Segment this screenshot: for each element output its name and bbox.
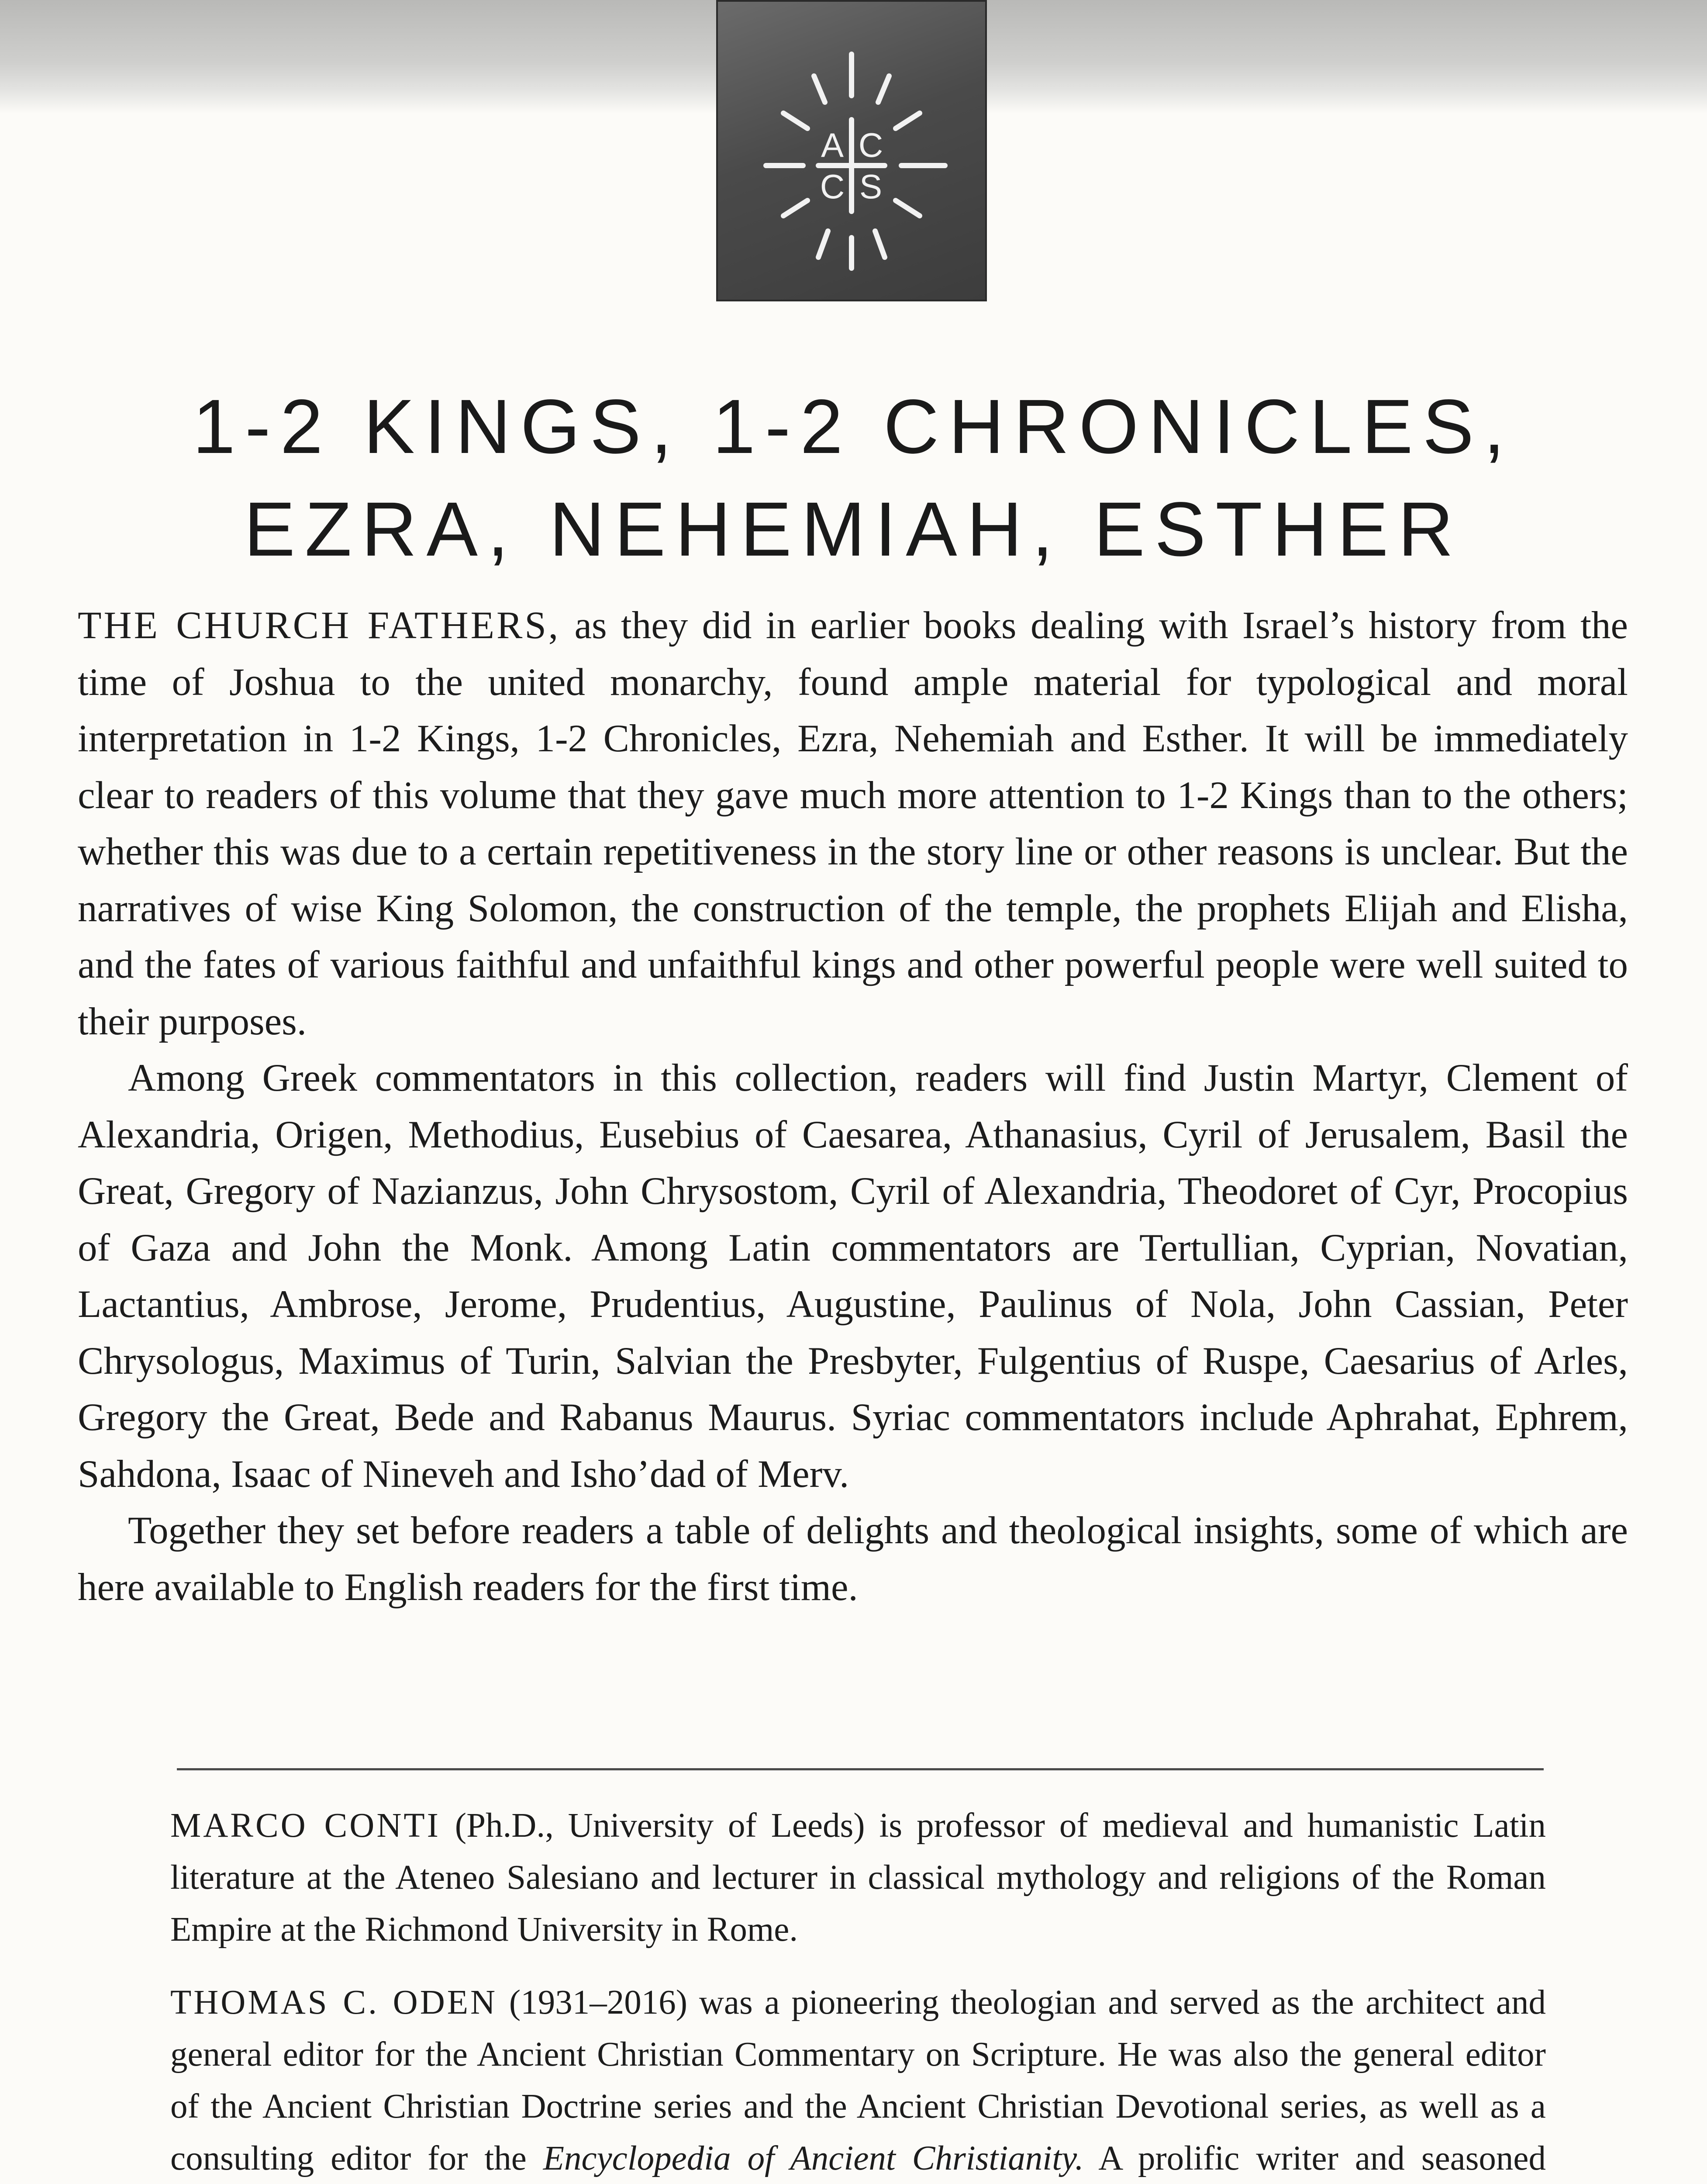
logo-letter-a: A xyxy=(821,126,844,164)
title-line-2: EZRA, NEHEMIAH, ESTHER xyxy=(244,487,1463,572)
bio-oden-text-a: (1931–2016) was a pioneering theologian and served as the architect and general editor for the Ancient Christian Commentary on Scripture. He was also the general editor of the Ancient Christian Doctrine series and the Ancient Christian Devotional series, as well as a consulting editor for the xyxy=(170,1984,1546,2177)
bio-oden-encyclopedia-title: Encyclopedia of Ancient Christianity. xyxy=(543,2139,1084,2177)
bio-oden xyxy=(170,1977,1546,2184)
description-paragraph-3: Together they set before readers a table of delights and theological insights, some of which are here available to English readers for the first time. xyxy=(78,1509,1628,1609)
logo-letter-c2: C xyxy=(820,167,845,206)
bio-conti xyxy=(170,1800,1546,1956)
bio-oden-text-b: A prolific writer and seasoned xyxy=(1098,2139,1546,2177)
accs-logo xyxy=(716,0,987,301)
bio-conti-text: (Ph.D., University of Leeds) is professor of medieval and humanistic Latin literature at the Ateneo Salesiano and lecturer in classical mythology and religions of the Roman Empire at the Richmond University in Rome. xyxy=(170,1807,1546,1949)
description-lead: THE CHURCH FATHERS, xyxy=(78,604,561,647)
description-paragraph-1-text: as they did in earlier books dealing with Israel’s history from the time of Joshua to the united monarchy, found ample material for typological and moral interpretation in 1-2 Kings, 1-2 Chronicles, Ezra, Nehemiah and Esther. It will be immediately clear to readers of this volume that they gave much more attention to 1-2 Kings than to the others; whether this was due to a certain repetitiveness in the story line or other reasons is unclear. But the narratives of wise King Solomon, the construction of the temple, the prophets Elijah and Elisha, and the fates of various faithful and unfaithful kings and other powerful people were well suited to their purposes. xyxy=(78,604,1628,1043)
divider-top xyxy=(177,1768,1544,1770)
author-bios xyxy=(170,1800,1546,2184)
description xyxy=(78,598,1628,1616)
book-title xyxy=(0,376,1707,581)
logo-letter-c1: C xyxy=(858,126,883,164)
title-line-1: 1-2 KINGS, 1-2 CHRONICLES, xyxy=(193,384,1514,470)
bio-conti-name: MARCO CONTI xyxy=(170,1807,441,1845)
logo-letter-s: S xyxy=(859,167,883,206)
accs-cross-icon xyxy=(718,2,985,300)
bio-oden-name: THOMAS C. ODEN xyxy=(170,1984,498,2022)
description-paragraph-1 xyxy=(78,598,1628,1050)
description-paragraph-2: Among Greek commentators in this collection, readers will find Justin Martyr, Clement of Alexandria, Origen, Methodius, Eusebius of Caesarea, Athanasius, Cyril of Jerusalem, Basil the Great, Gregory of Nazianzus, John Chrysostom, Cyril of Alexandria, Theodoret of Cyr, Procopius of Gaza and John the Monk. Among Latin commentators are Tertullian, Cyprian, Novatian, Lactantius, Ambrose, Jerome, Prudentius, Augustine, Paulinus of Nola, John Cassian, Peter Chrysologus, Maximus of Turin, Salvian the Presbyter, Fulgentius of Ruspe, Caesarius of Arles, Gregory the Great, Bede and Rabanus Maurus. Syriac commentators include Aphrahat, Ephrem, Sahdona, Isaac of Nineveh and Isho’dad of Merv. xyxy=(78,1057,1628,1496)
